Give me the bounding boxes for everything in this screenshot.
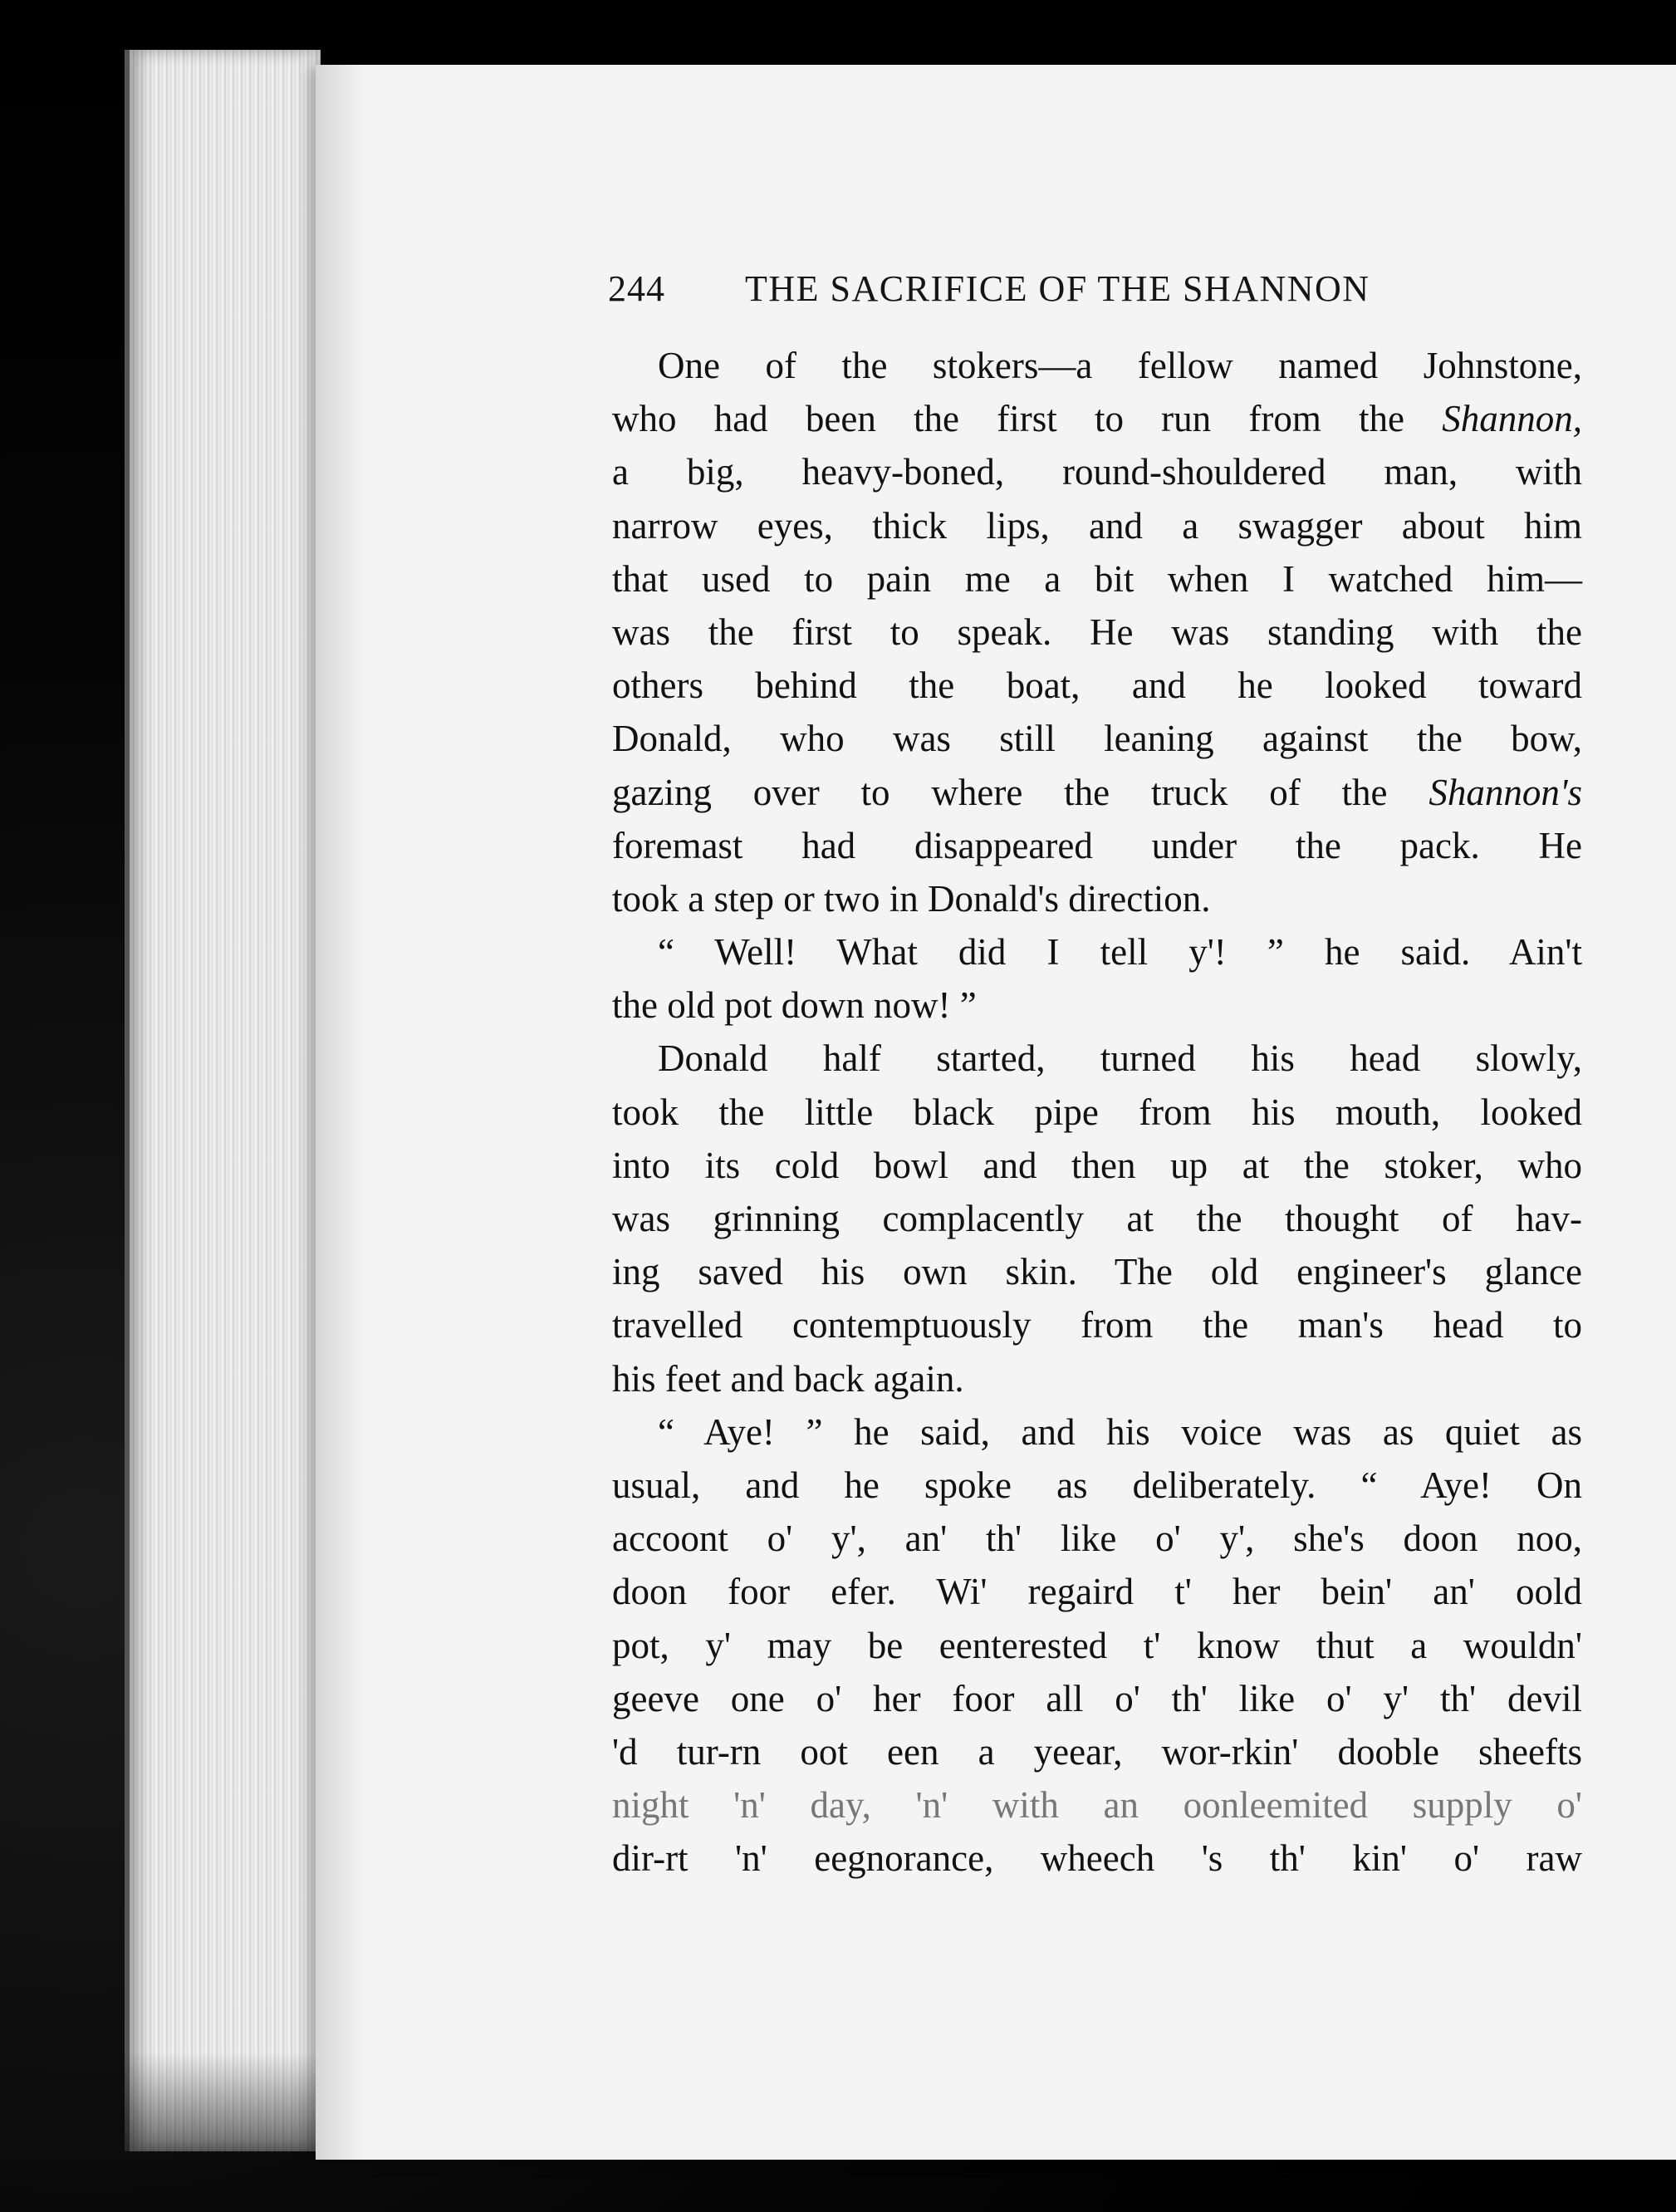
text-line: One of the stokers—a fellow named Johnstone, [658, 345, 1582, 386]
text-line: “ Well! What did I tell y'! ” he said. Ain't [658, 931, 1582, 974]
text-line: took a step or two in Donald's direction. [612, 877, 1211, 920]
text-line: others behind the boat, and he looked toward [612, 665, 1582, 707]
page-header [608, 267, 1440, 317]
text-line: night 'n' day, 'n' with an oonleemited supply o' [612, 1784, 1582, 1827]
text-line: foremast had disappeared under the pack. He [612, 824, 1582, 866]
running-head: THE SACRIFICE OF THE SHANNON [745, 268, 1370, 309]
text-line: doon foor efer. Wi' regaird t' her bein' an' oold [612, 1571, 1582, 1613]
text-span: who had been the first to run from the [612, 398, 1443, 440]
text-line: geeve one o' her foor all o' th' like o' y' th' devil [612, 1677, 1582, 1719]
text-line: travelled contemptuously from the man's head to [612, 1304, 1582, 1346]
text-line: dir-rt 'n' eegnorance, wheech 's th' kin' o' raw [612, 1837, 1582, 1880]
text-line: 'd tur-rn oot een a yeear, wor-rkin' dooble sheefts [612, 1730, 1582, 1773]
italic-ship-name: Shannon's [1429, 771, 1582, 813]
text-line: the old pot down now! ” [612, 984, 977, 1027]
text-line: pot, y' may be eenterested t' know thut a wouldn' [612, 1624, 1582, 1666]
text-line: was grinning complacently at the thought of hav- [612, 1198, 1582, 1239]
text-line: usual, and he spoke as deliberately. “ Aye! On [612, 1464, 1582, 1506]
text-line: was the first to speak. He was standing with the [612, 611, 1582, 653]
text-line [612, 392, 1582, 445]
text-line: Donald half started, turned his head slowly, [658, 1037, 1582, 1080]
book-page-edges [125, 50, 321, 2151]
text-line: his feet and back again. [612, 1357, 964, 1400]
page-number: 244 [608, 268, 665, 309]
text-line [612, 766, 1582, 819]
text-line: accoont o' y', an' th' like o' y', she's doon noo, [612, 1518, 1582, 1560]
italic-ship-name: Shannon, [1442, 398, 1582, 440]
text-line: into its cold bowl and then up at the stoker, who [612, 1144, 1582, 1186]
text-line: “ Aye! ” he said, and his voice was as quiet as [658, 1410, 1582, 1453]
text-line: a big, heavy-boned, round-shouldered man, with [612, 451, 1582, 493]
text-line: took the little black pipe from his mouth, looked [612, 1091, 1582, 1133]
text-line: ing saved his own skin. The old engineer's glance [612, 1251, 1582, 1293]
text-line: narrow eyes, thick lips, and a swagger about him [612, 504, 1582, 547]
body-text [612, 339, 1582, 1885]
text-span: gazing over to where the truck of the [612, 771, 1429, 813]
text-line: that used to pain me a bit when I watched him— [612, 557, 1582, 600]
book-bottom-shadow [125, 2052, 341, 2151]
text-line: Donald, who was still leaning against the bow, [612, 718, 1582, 760]
